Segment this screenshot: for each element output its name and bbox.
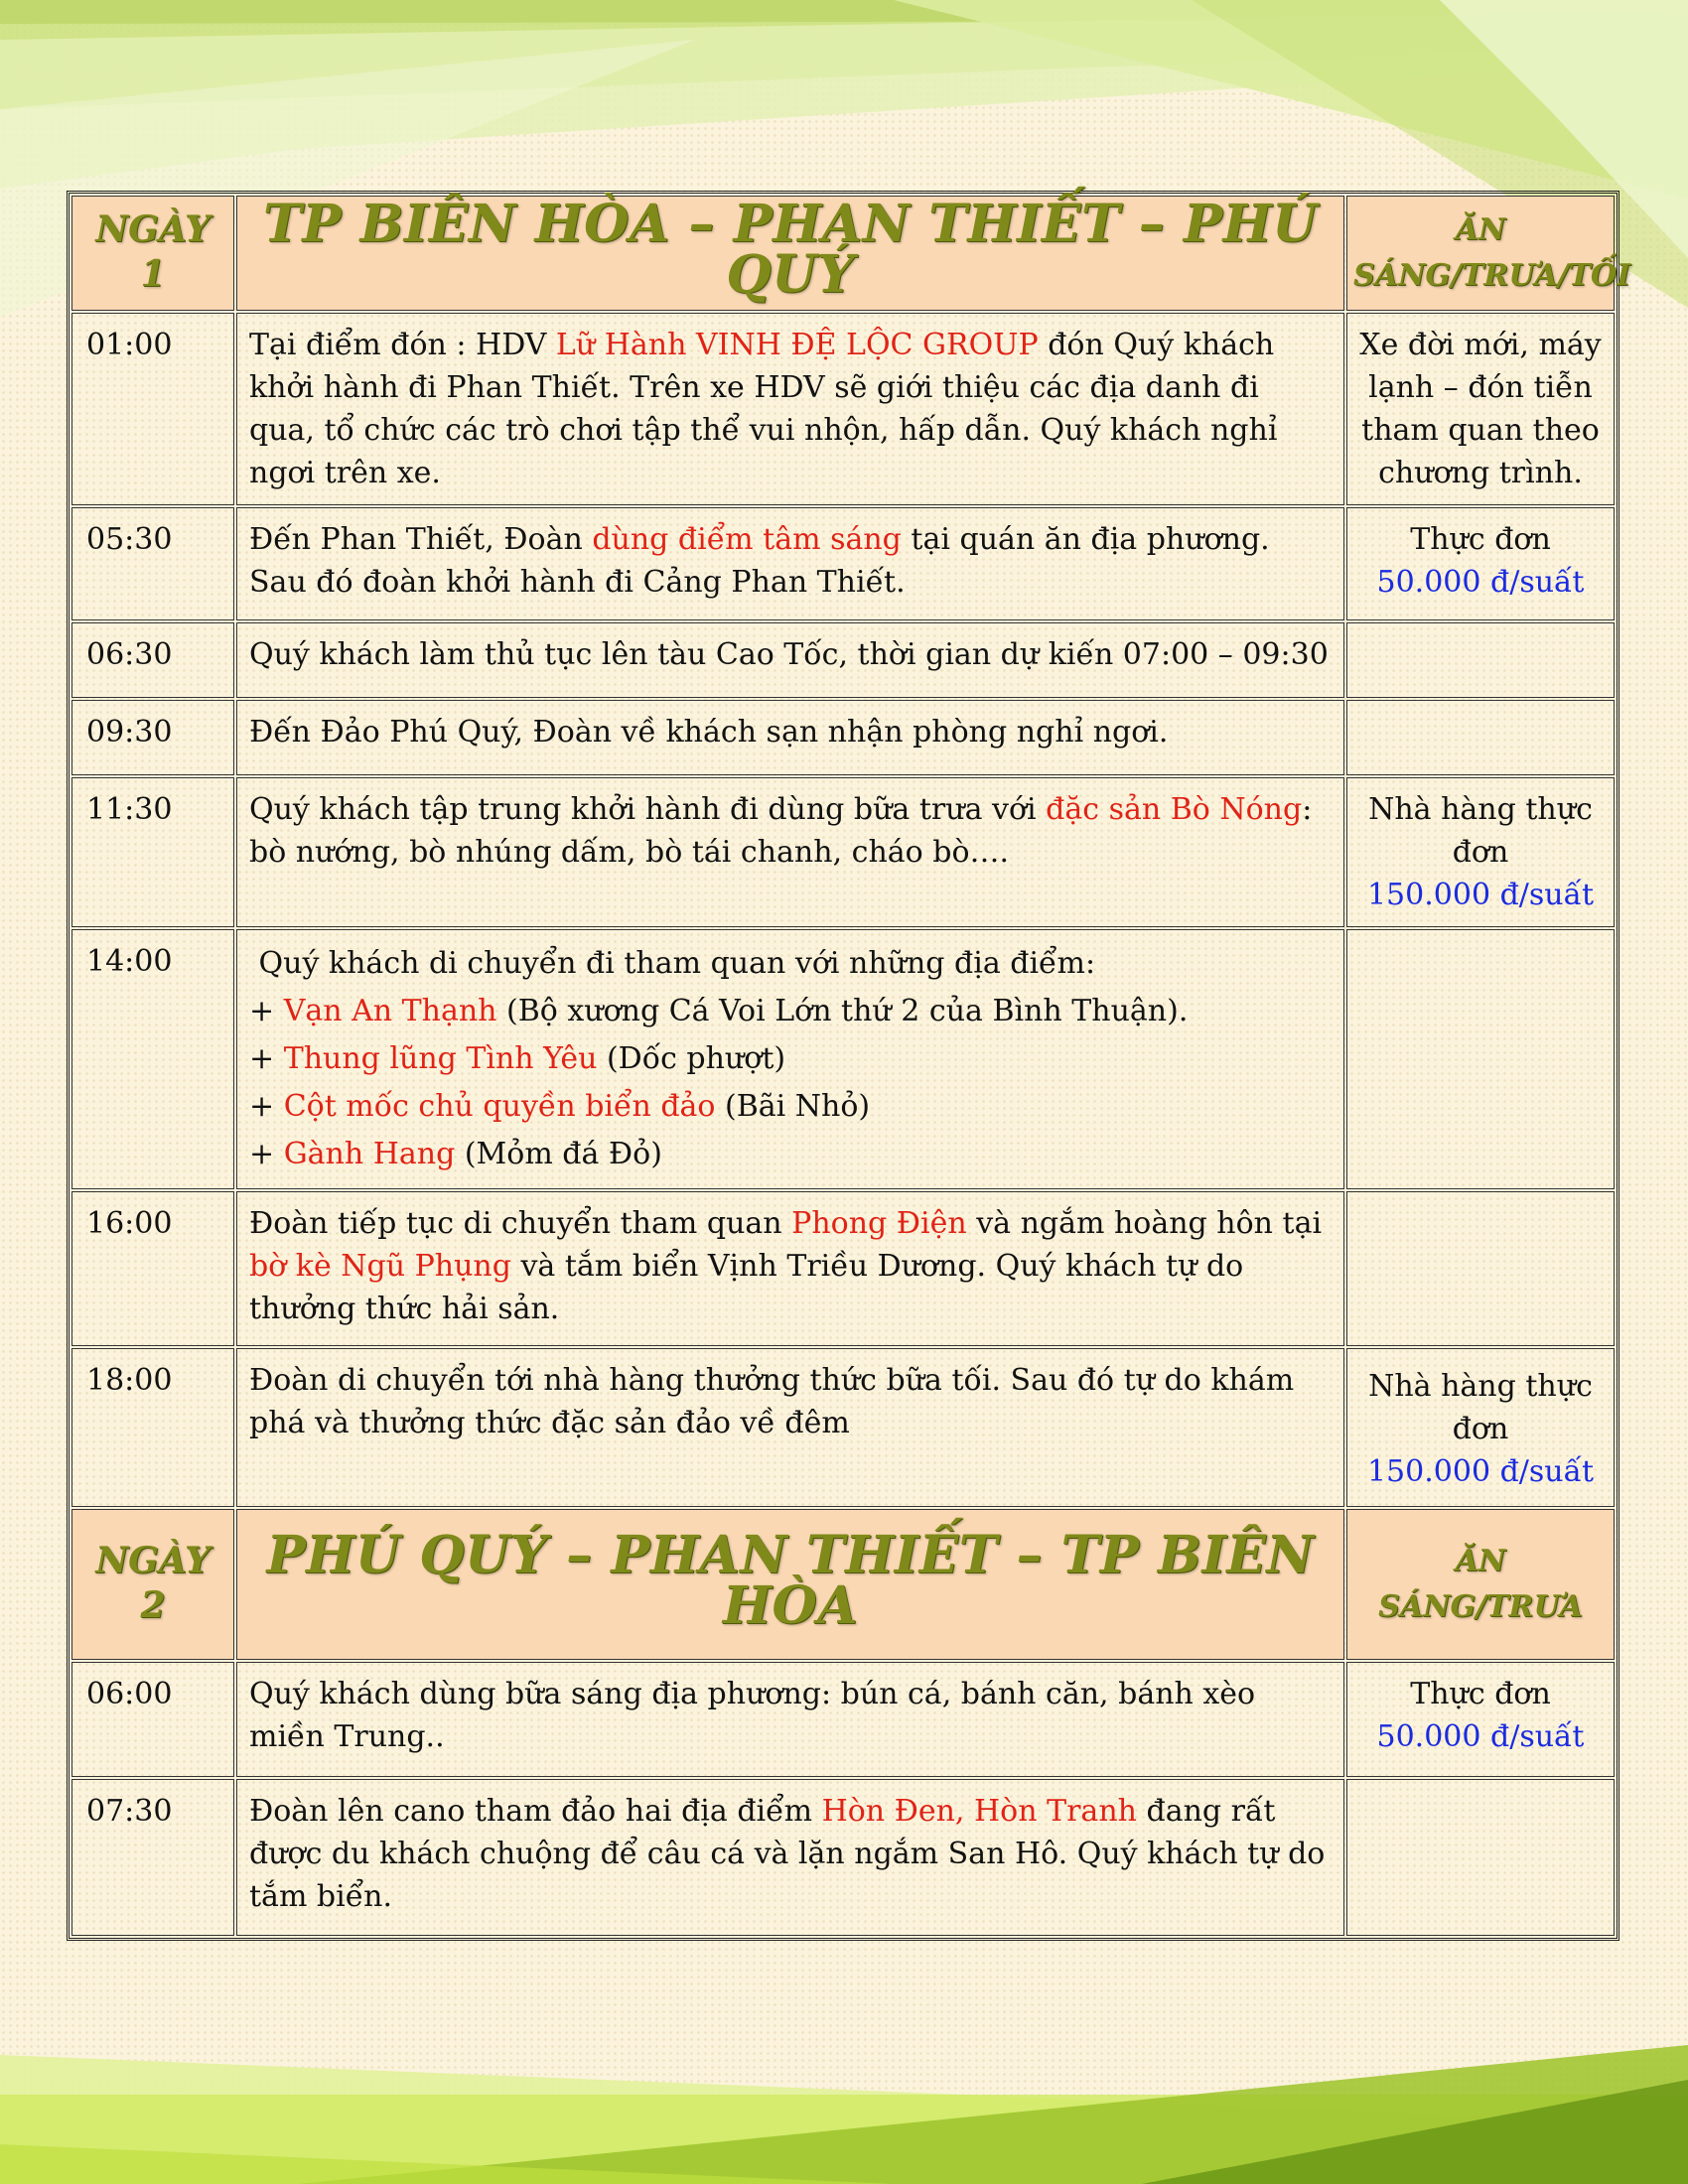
meal-cell: Thực đơn 50.000 đ/suất [1346,1662,1615,1777]
place-item: + Gành Hang (Mỏm đá Đỏ) [249,1137,662,1171]
description-cell: Đến Đảo Phú Quý, Đoàn về khách sạn nhận phòng nghỉ ngơi. [236,700,1344,775]
day2-title: PHÚ QUÝ – PHAN THIẾT – TP BIÊN HÒA [236,1509,1344,1660]
schedule-row [71,622,1615,698]
itinerary-table [67,191,1631,1941]
day1-header-row [71,196,1615,311]
schedule-row [71,1779,1615,1936]
highlight-text: Phong Điện [791,1206,967,1241]
schedule-row [71,700,1615,775]
description-cell: Đến Phan Thiết, Đoàn dùng điểm tâm sáng tại quán ăn địa phương. Sau đó đoàn khởi hành đi Cảng Phan Thiết. [236,507,1344,620]
description-cell: Quý khách tập trung khởi hành đi dùng bữa trưa với đặc sản Bò Nóng: bò nướng, bò nhúng dấm, bò tái chanh, cháo bò…. [236,777,1344,927]
meal-price: 150.000 đ/suất [1366,1454,1595,1489]
time-cell: 05:30 [71,507,234,620]
meal-cell [1346,700,1615,775]
highlight-text: dùng điểm tâm sáng [592,522,902,557]
schedule-row [71,507,1615,620]
description-cell: Tại điểm đón : HDV Lữ Hành VINH ĐỆ LỘC GROUP đón Quý khách khởi hành đi Phan Thiết. Trên xe HDV sẽ giới thiệu các địa danh đi qua, tổ chức các trò chơi tập thể vui nhộn, hấp dẫn. Quý khách nghỉ ngơi trên xe. [236,313,1344,505]
schedule-row [71,1662,1615,1777]
time-cell: 18:00 [71,1348,234,1507]
meal-cell: Nhà hàng thực đơn 150.000 đ/suất [1346,777,1615,927]
description-cell: Quý khách dùng bữa sáng địa phương: bún cá, bánh căn, bánh xèo miền Trung.. [236,1662,1344,1777]
description-cell: Đoàn tiếp tục di chuyển tham quan Phong Điện và ngắm hoàng hôn tại bờ kè Ngũ Phụng và tắm biển Vịnh Triều Dương. Quý khách tự do thưởng thức hải sản. [236,1191,1344,1346]
time-cell: 11:30 [71,777,234,927]
time-cell: 16:00 [71,1191,234,1346]
description-cell: Đoàn lên cano tham đảo hai địa điểm Hòn Đen, Hòn Tranh đang rất được du khách chuộng để câu cá và lặn ngắm San Hô. Quý khách tự do tắm biển. [236,1779,1344,1936]
highlight-text: Lữ Hành VINH ĐỆ LỘC GROUP [555,328,1039,362]
meal-cell [1346,1779,1615,1936]
meal-price: 50.000 đ/suất [1376,565,1585,600]
meal-cell: Nhà hàng thực đơn 150.000 đ/suất [1346,1348,1615,1507]
description-cell: Đoàn di chuyển tới nhà hàng thưởng thức bữa tối. Sau đó tự do khám phá và thưởng thức đặc sản đảo về đêm [236,1348,1344,1507]
meal-cell [1346,929,1615,1189]
schedule-row [71,1348,1615,1507]
place-item: + Thung lũng Tình Yêu (Dốc phượt) [249,1041,786,1076]
meal-cell: Thực đơn 50.000 đ/suất [1346,507,1615,620]
schedule-row [71,1191,1615,1346]
highlight-text: bờ kè Ngũ Phụng [249,1249,511,1284]
day1-label: NGÀY 1 [71,196,234,311]
schedule-row [71,313,1615,505]
schedule-row [71,929,1615,1189]
time-cell: 07:30 [71,1779,234,1936]
time-cell: 06:30 [71,622,234,698]
place-item: + Vạn An Thạnh (Bộ xương Cá Voi Lớn thứ 2 của Bình Thuận). [249,994,1189,1028]
day1-meal-header: ĂN SÁNG/TRƯA/TỐI [1346,196,1615,311]
time-cell: 14:00 [71,929,234,1189]
meal-cell [1346,1191,1615,1346]
meal-cell [1346,622,1615,698]
day2-label: NGÀY 2 [71,1509,234,1660]
day2-meal-header: ĂN SÁNG/TRƯA [1346,1509,1615,1660]
time-cell: 09:30 [71,700,234,775]
day2-header-row [71,1509,1615,1660]
place-item: + Cột mốc chủ quyền biển đảo (Bãi Nhỏ) [249,1089,871,1124]
meal-price: 150.000 đ/suất [1366,878,1595,912]
highlight-text: đặc sản Bò Nóng [1046,792,1303,827]
time-cell: 01:00 [71,313,234,505]
meal-price: 50.000 đ/suất [1376,1719,1585,1754]
schedule-row [71,777,1615,927]
description-cell: Quý khách di chuyển đi tham quan với những địa điểm: + Vạn An Thạnh (Bộ xương Cá Voi Lớn thứ 2 của Bình Thuận). + Thung lũng Tình Yêu (Dốc phượt) + Cột mốc chủ quyền biển đảo (Bãi Nhỏ) + Gành Hang (Mỏm đá Đỏ) [236,929,1344,1189]
meal-cell: Xe đời mới, máy lạnh – đón tiễn tham quan theo chương trình. [1346,313,1615,505]
bottom-green-decoration [0,1985,1688,2184]
description-cell: Quý khách làm thủ tục lên tàu Cao Tốc, thời gian dự kiến 07:00 – 09:30 [236,622,1344,698]
day1-title: TP BIÊN HÒA – PHAN THIẾT – PHÚ QUÝ [236,196,1344,311]
time-cell: 06:00 [71,1662,234,1777]
highlight-text: Hòn Đen, Hòn Tranh [821,1794,1137,1829]
